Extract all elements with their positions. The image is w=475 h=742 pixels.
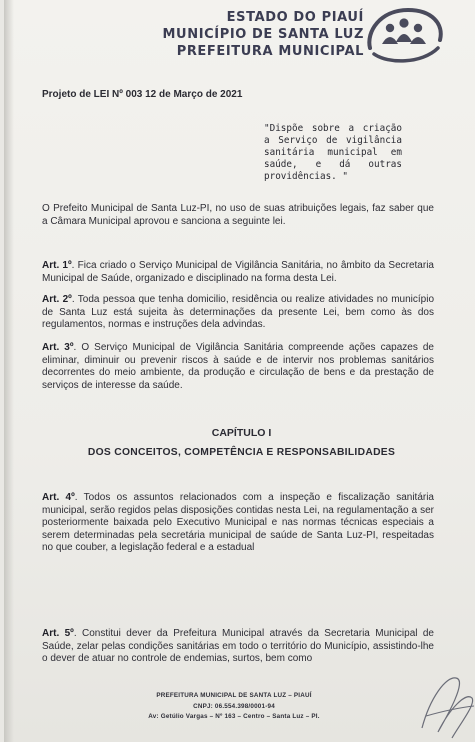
letterhead xyxy=(104,6,364,59)
handwritten-signature-icon xyxy=(416,668,475,742)
header-municipality: MUNICÍPIO DE SANTA LUZ xyxy=(162,27,364,42)
article-2 xyxy=(42,294,434,332)
article-text: . Constitui dever da Prefeitura Municipal através da Secretaria Municipal de Saúde, zelar pelas condições sanitárias em todo o território do Município, assistindo-lhe o dever de atuar no controle de endemias, surtos, bem como xyxy=(42,628,434,665)
article-1 xyxy=(42,260,434,285)
article-text: . Fica criado o Serviço Municipal de Vigilância Sanitária, no âmbito da Secretaria Municipal de Saúde, organizado e disciplinado na forma desta Lei. xyxy=(42,260,434,284)
chapter-subtitle: DOS CONCEITOS, COMPETÊNCIA E RESPONSABILIDADES xyxy=(87,447,396,458)
article-label: Art. 5º xyxy=(42,628,74,639)
footer-cnpj: CNPJ: 06.554.398/0001-94 xyxy=(193,702,275,710)
article-5 xyxy=(42,628,434,666)
article-label: Art. 2º xyxy=(42,294,72,305)
article-text: . O Serviço Municipal de Vigilância Sanitária compreende ações capazes de eliminar, diminuir ou prevenir riscos à saúde e de intervir nos problemas sanitários decorrentes do meio ambiente, da produção e circulação de bens e da prestação de serviços de interesse da saúde. xyxy=(42,342,434,391)
article-text: . Todos os assuntos relacionados com a inspeção e fiscalização sanitária municipal, serão regidos pelas disposições contidas nesta Lei, na regulamentação a ser posteriormente baixada pelo Executivo Municipal e nas normas técnicas especiais a serem determinadas pela secretária municipal de saúde de Santa Luz-PI, respeitadas no que couber, a legislação federal e a estadual xyxy=(42,492,434,554)
article-label: Art. 1º xyxy=(42,260,72,271)
header-state: ESTADO DO PIAUÍ xyxy=(226,10,364,25)
preamble: O Prefeito Municipal de Santa Luz-PI, no uso de suas atribuições legais, faz saber que a Câmara Municipal aprovou e sanciona a seguinte lei. xyxy=(42,203,434,227)
article-text: . Toda pessoa que tenha domicilio, residência ou realize atividades no município de Santa Luz está sujeita às determinações da presente Lei, bem como às dos regulamentos, normas e instruções dela advindas. xyxy=(42,294,435,331)
law-title: Projeto de LEI Nº 003 12 de Março de 2021 xyxy=(42,89,243,100)
article-3 xyxy=(42,342,434,392)
document-page xyxy=(4,0,475,742)
header-prefeitura: PREFEITURA MUNICIPAL xyxy=(176,44,364,59)
footer-name: PREFEITURA MUNICIPAL DE SANTA LUZ – PIAUÍ xyxy=(156,692,312,699)
article-4 xyxy=(42,492,434,555)
article-label: Art. 3º xyxy=(42,342,74,353)
footer-address: Av: Getúlio Vargas – Nº 163 – Centro – Santa Luz – PI. xyxy=(148,713,320,720)
santa-luz-logo-icon xyxy=(362,4,446,66)
page-shadow xyxy=(4,0,14,742)
ementa: "Dispõe sobre a criação a Serviço de vigilância sanitária municipal em saúde, e dá outras providências. " xyxy=(264,123,402,182)
footer xyxy=(114,691,354,723)
article-label: Art. 4º xyxy=(42,492,75,503)
chapter-title: CAPÍTULO I xyxy=(211,427,272,439)
